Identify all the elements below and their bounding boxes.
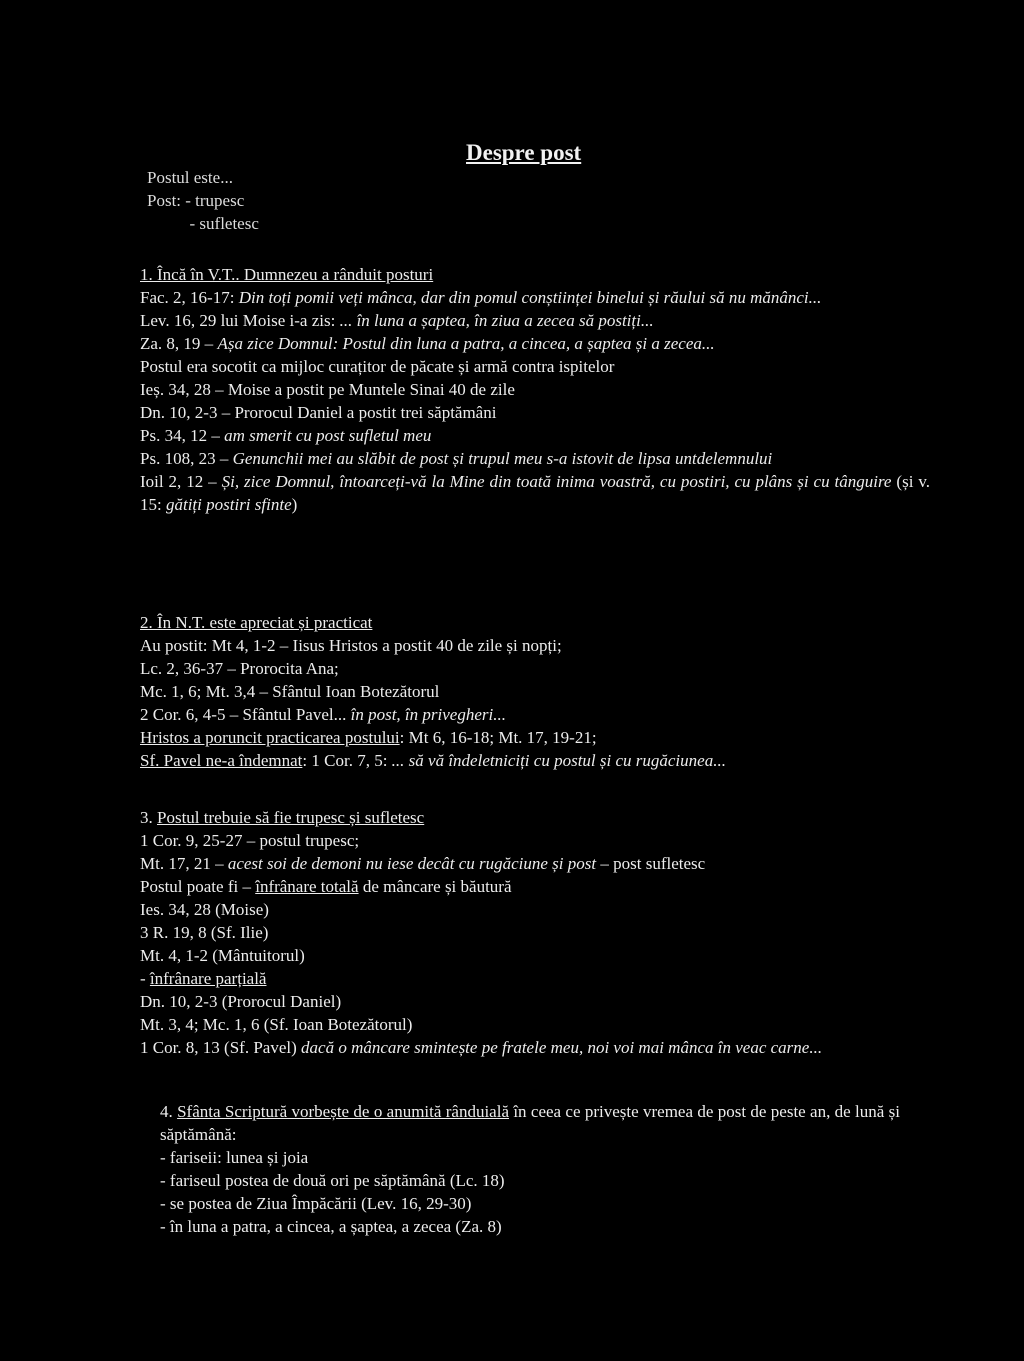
sec3-line-2: Mt. 17, 21 – acest soi de demoni nu iese decât cu rugăciune și post – post sufletesc	[140, 854, 706, 873]
sec4-bullet-1: - fariseii: lunea și joia	[160, 1148, 309, 1167]
sec2-line-2: Lc. 2, 36-37 – Prorocita Ana;	[140, 659, 339, 678]
section-1	[140, 263, 930, 516]
postul-line: Postul era socotit ca mijloc curațitor de păcate și armă contra ispitelor	[140, 357, 615, 376]
sec3-line-7: - înfrânare parțială	[140, 969, 267, 988]
intro-line-1: Postul este...	[147, 168, 233, 187]
sec3-line-3: Postul poate fi – înfrânare totală de mâncare și băutură	[140, 877, 512, 896]
section-3-heading: 3. Postul trebuie să fie trupesc și sufletesc	[140, 808, 425, 827]
dn-line: Dn. 10, 2-3 – Prorocul Daniel a postit trei săptămâni	[140, 403, 497, 422]
ps108-line: Ps. 108, 23 – Genunchii mei au slăbit de post și trupul meu s-a istovit de lipsa untdelemnului	[140, 449, 773, 468]
sec4-bullet-4: - în luna a patra, a cincea, a șaptea, a zecea (Za. 8)	[160, 1217, 502, 1236]
ies-line: Ieș. 34, 28 – Moise a postit pe Muntele Sinai 40 de zile	[140, 380, 515, 399]
sec3-line-1: 1 Cor. 9, 25-27 – postul trupesc;	[140, 831, 360, 850]
intro-line-3: - sufletesc	[147, 214, 259, 233]
sec2-line-6: Sf. Pavel ne-a îndemnat: 1 Cor. 7, 5: ... să vă îndeletniciți cu postul și cu rugăciunea...	[140, 751, 726, 770]
section-1-heading: 1. Încă în V.T.. Dumnezeu a rânduit posturi	[140, 265, 434, 284]
sec4-bullet-2: - fariseul postea de două ori pe săptămână (Lc. 18)	[160, 1171, 505, 1190]
sec3-line-9: Mt. 3, 4; Mc. 1, 6 (Sf. Ioan Botezătorul)	[140, 1015, 413, 1034]
za-line: Za. 8, 19 – Așa zice Domnul: Postul din luna a patra, a cincea, a șaptea și a zecea...	[140, 334, 715, 353]
ps34-line: Ps. 34, 12 – am smerit cu post sufletul meu	[140, 426, 432, 445]
sec4-bullet-3: - se postea de Ziua Împăcării (Lev. 16, 29-30)	[160, 1194, 472, 1213]
sec2-line-4: 2 Cor. 6, 4-5 – Sfântul Pavel... în post, în privegheri...	[140, 705, 506, 724]
section-4	[160, 1100, 900, 1238]
sec2-line-3: Mc. 1, 6; Mt. 3,4 – Sfântul Ioan Botezătorul	[140, 682, 440, 701]
intro-line-2: Post: - trupesc	[147, 191, 245, 210]
section-4-heading: 4. Sfânta Scriptură vorbește de o anumită rânduială în ceea ce privește vremea de post de peste an, de lună și săptămână:	[160, 1102, 901, 1144]
sec3-line-5: 3 R. 19, 8 (Sf. Ilie)	[140, 923, 269, 942]
page-title: Despre post	[466, 140, 582, 165]
section-3	[140, 806, 930, 1059]
sec3-line-6: Mt. 4, 1-2 (Mântuitorul)	[140, 946, 305, 965]
ioil-line: Ioil 2, 12 – Și, zice Domnul, întoarceți-vă la Mine din toată inima voastră, cu postiri, cu plâns și cu tânguire (și v. 15: gătiți postiri sfinte)	[140, 472, 931, 514]
sec2-line-1: Au postit: Mt 4, 1-2 – Iisus Hristos a postit 40 de zile și nopți;	[140, 636, 562, 655]
sec2-line-5: Hristos a poruncit practicarea postului: Mt 6, 16-18; Mt. 17, 19-21;	[140, 728, 597, 747]
sec3-line-10: 1 Cor. 8, 13 (Sf. Pavel) dacă o mâncare smintește pe fratele meu, noi voi mai mânca în veac carne...	[140, 1038, 823, 1057]
lev-line: Lev. 16, 29 lui Moise i-a zis: ... în luna a șaptea, în ziua a zecea să postiți...	[140, 311, 654, 330]
sec3-line-8: Dn. 10, 2-3 (Prorocul Daniel)	[140, 992, 342, 1011]
section-2	[140, 611, 930, 772]
sec3-line-4: Ies. 34, 28 (Moise)	[140, 900, 269, 919]
intro-lines	[147, 166, 259, 235]
fac-line: Fac. 2, 16-17: Din toți pomii veți mânca, dar din pomul conștiinței binelui și răului să nu mănânci...	[140, 288, 822, 307]
section-2-heading: 2. În N.T. este apreciat și practicat	[140, 613, 373, 632]
